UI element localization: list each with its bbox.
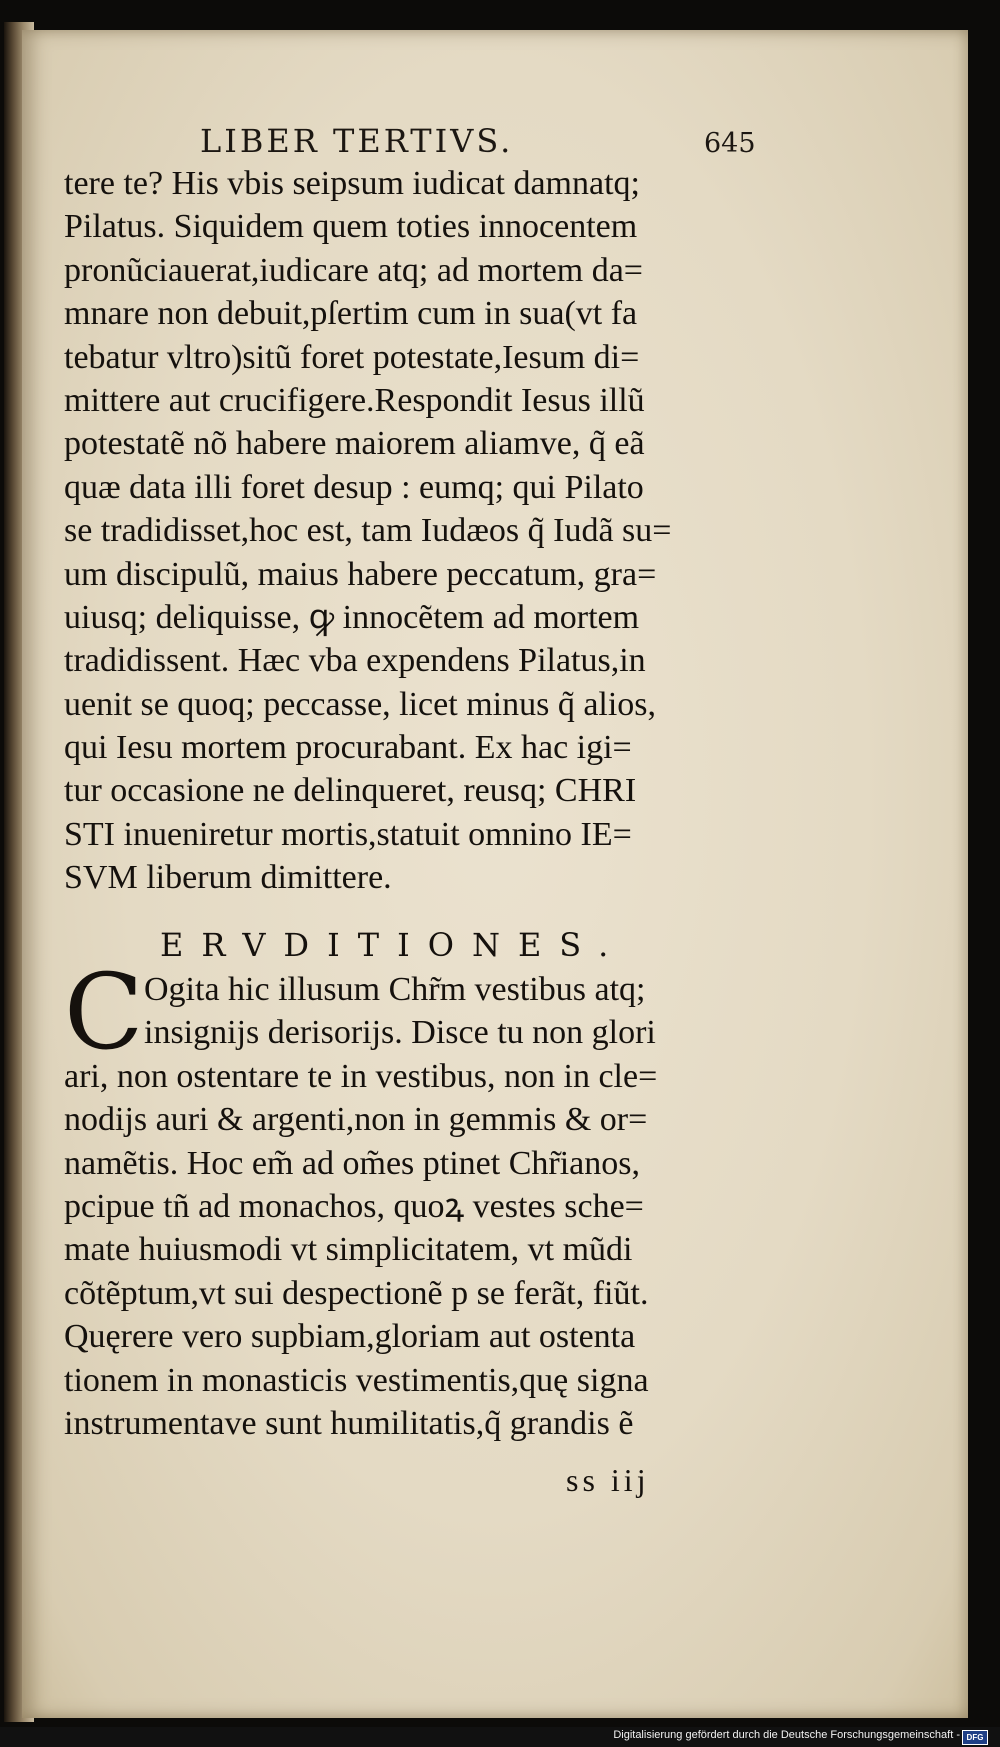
text-line: pcipue tñ ad monachos, quoꝝ vestes sche= — [64, 1187, 644, 1225]
text-line: uiusq; deliquisse, ꝙ innocẽtem ad mortem — [64, 598, 640, 636]
text-line: tere te? His vbis seipsum iudicat damnatq; — [64, 165, 640, 202]
text-line: um discipulũ, maius habere peccatum, gra= — [64, 555, 657, 593]
main-text-block — [64, 162, 784, 900]
text-line: Quęrere vero supbiam,gloriam aut ostenta — [64, 1318, 636, 1356]
text-line: nodijs auri & argenti,non in gemmis & or= — [64, 1101, 648, 1139]
text-line: potestatẽ nõ habere maiorem aliamve, q̃ eã — [64, 425, 645, 463]
text-line: tur occasione ne delinqueret, reusq; CHRI — [64, 772, 637, 810]
text-line: qui Iesu mortem procurabant. Ex hac igi= — [64, 729, 632, 767]
section-heading: ERVDITIONES. — [160, 926, 627, 964]
text-line: se tradidisset,hoc est, tam Iudæos q̃ Iudã su= — [64, 512, 672, 550]
text-line: quæ data illi foret desup : eumq; qui Pilato — [64, 468, 644, 506]
text-line: insignijs derisorijs. Disce tu non glori — [144, 1014, 656, 1052]
text-line: tionem in monasticis vestimentis,quę signa — [64, 1361, 649, 1399]
text-line: tebatur vltro)sitũ foret potestate,Iesum di= — [64, 338, 640, 376]
text-line: uenit se quoq; peccasse, licet minus q̃ alios, — [64, 685, 657, 723]
page-number: 645 — [704, 128, 756, 159]
dfg-logo-icon: DFG — [962, 1730, 988, 1745]
text-line: namẽtis. Hoc em̃ ad om̃es ptinet Chr̃ianos, — [64, 1144, 640, 1182]
text-line: mnare non debuit,pſertim cum in sua(vt fa — [64, 295, 638, 333]
text-line: tradidissent. Hæc vba expendens Pilatus,in — [64, 642, 646, 680]
erudition-text-block — [64, 951, 784, 1445]
text-line: STI inueniretur mortis,statuit omnino IE= — [64, 815, 632, 853]
text-line: mittere aut crucifigere.Respondit Iesus illũ — [64, 381, 645, 419]
funding-credit: Digitalisierung gefördert durch die Deutsche Forschungsgemeinschaft - — [613, 1729, 960, 1741]
text-line: SVM liberum dimittere. — [64, 859, 392, 897]
text-line: Ogita hic illusum Chr̃m vestibus atq; — [144, 971, 646, 1008]
text-line: instrumentave sunt humilitatis,q̃ grandis ẽ — [64, 1404, 634, 1442]
text-line: Pilatus. Siquidem quem toties innocentem — [64, 208, 638, 246]
text-line: mate huiusmodi vt simplicitatem, vt mũdi — [64, 1231, 633, 1269]
text-line: cõtẽptum,vt sui despectionẽ p se ferãt, fiũt. — [64, 1274, 649, 1312]
text-line: pronũciauerat,iudicare atq; ad mortem da= — [64, 251, 643, 289]
drop-cap: C — [64, 951, 144, 1073]
signature-mark: ss iij — [566, 1462, 650, 1498]
text-line: ari, non ostentare te in vestibus, non in cle= — [64, 1057, 658, 1095]
running-head: LIBER TERTIVS. — [200, 122, 514, 160]
